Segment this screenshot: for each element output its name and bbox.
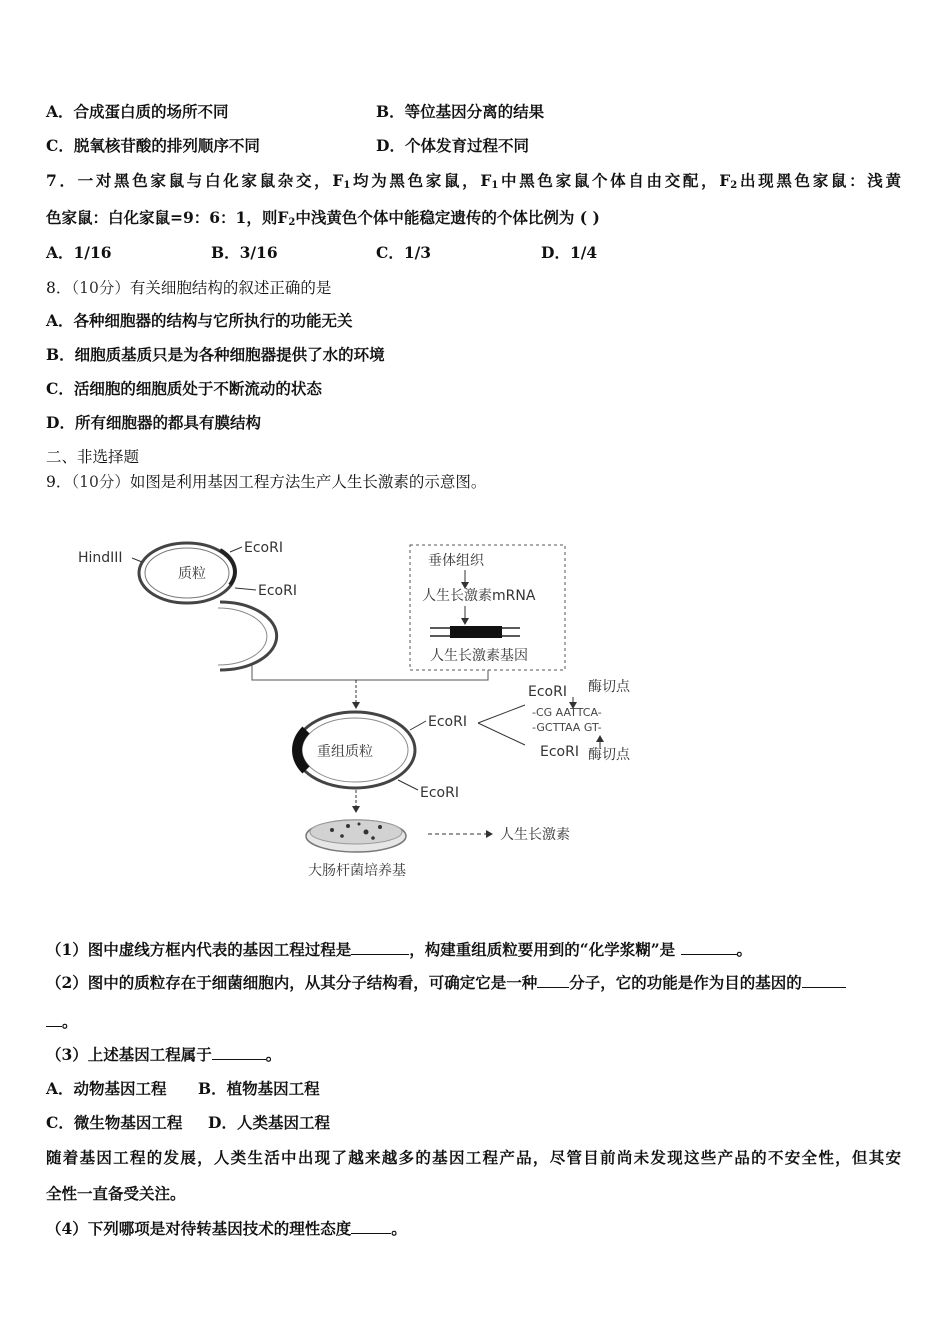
answer-blank[interactable] [212,1045,266,1060]
join-bracket [252,665,488,680]
ecori-right-label: EcoRI [428,714,467,730]
q9-part1: （1）图中虚线方框内代表的基因工程过程是 ，构建重组质粒要用到的“化学浆糊”是 。 [46,940,753,959]
cut-site-bottom-label: 酶切点 [588,747,630,763]
gene-engineering-diagram [70,530,670,890]
q7-option-c: C．1/3 [376,243,432,262]
q9-part3-options-row1 [46,1079,320,1099]
q7-options [46,243,598,263]
answer-blank[interactable] [351,1219,391,1234]
q9-paragraph-line2: 全性一直备受关注。 [46,1184,186,1203]
ecori-top1-pointer [230,547,242,552]
answer-blank[interactable] [681,940,737,955]
q9-stem: 9．（10分）如图是利用基因工程方法生产人生长激素的示意图。 [46,473,487,491]
q9-part3-options-row2 [46,1113,330,1133]
q6-option-c: C．脱氧核苷酸的排列顺序不同 [46,136,260,155]
q8-option-c: C．活细胞的细胞质处于不断流动的状态 [46,379,322,398]
q9-part2-cont: 。 [46,1012,78,1032]
hindiii-label: HindIII [78,550,123,566]
seq-top: -CG AATTCA- [532,706,602,719]
q9-part3-option-d: D．人类基因工程 [208,1113,330,1132]
tissue-label: 垂体组织 [428,553,484,569]
mrna-label: 人生长激素mRNA [422,588,536,604]
q9-part2: （2）图中的质粒存在于细菌细胞内，从其分子结构看，可确定它是一种 分子，它的功能是作为目的基因的 [46,973,846,993]
detail-pointer-bottom [478,723,525,745]
q6-option-a: A．合成蛋白质的场所不同 [46,102,229,121]
q7-option-a: A．1/16 [46,243,112,262]
q6-options-row1 [46,102,545,122]
ecori-top2-label: EcoRI [258,583,297,599]
q7-option-b: B．3/16 [211,243,278,262]
ecori-top2-pointer [235,588,256,590]
q7-option-d: D．1/4 [541,243,598,262]
q7-stem-line1: 7．一对黑色家鼠与白化家鼠杂交，$F_1$均为黑色家鼠，$F_1$中黑色家鼠个体自由交配，$F_2$出现黑色家鼠：浅黄 [46,171,901,191]
section-heading: 二、非选择题 [46,448,140,466]
ecori-top1-label: EcoRI [244,540,283,556]
hindiii-pointer [132,558,142,562]
q9-paragraph-line1: 随着基因工程的发展，人类生活中出现了越来越多的基因工程产品，尽管目前尚未发现这些产品的不安全性，但其安 [46,1148,901,1167]
answer-blank[interactable] [46,1012,62,1027]
q9-part3-option-c: C．微生物基因工程 [46,1113,183,1132]
recombinant-label: 重组质粒 [317,744,373,760]
ecori-right-pointer [410,721,426,730]
plasmid-label: 质粒 [178,566,206,582]
q6-option-b: B．等位基因分离的结果 [376,102,545,121]
gene-bars [430,626,520,638]
q9-part3: （3）上述基因工程属于 。 [46,1045,282,1064]
q6-option-d: D．个体发育过程不同 [376,136,529,155]
q8-option-b: B．细胞质基质只是为各种细胞器提供了水的环境 [46,345,385,364]
detail-pointer-top [478,705,525,723]
cut-site-top-label: 酶切点 [588,679,630,695]
cut-plasmid-arc [220,602,277,670]
q8-stem: 8．（10分）有关细胞结构的叙述正确的是 [46,279,332,297]
answer-blank[interactable] [537,973,569,988]
q8-option-d: D．所有细胞器的都具有膜结构 [46,413,261,432]
petri-dish [306,820,406,852]
seq-bottom: -GCTTAA GT- [532,721,602,734]
q8-option-a: A．各种细胞器的结构与它所执行的功能无关 [46,311,353,330]
answer-blank[interactable] [802,973,846,988]
medium-label: 大肠杆菌培养基 [308,863,406,879]
q9-part3-option-a: A．动物基因工程 [46,1079,167,1098]
ecori-lower-pointer [398,780,418,790]
ecori-lower-label: EcoRI [420,785,459,801]
q6-options-row2 [46,136,529,156]
hgh-label: 人生长激素 [500,827,570,843]
answer-blank[interactable] [351,940,409,955]
q9-part4: （4）下列哪项是对待转基因技术的理性态度 。 [46,1219,407,1238]
gene-label: 人生长激素基因 [430,648,528,664]
q7-stem-line2: 色家鼠：白化家鼠=9：6：1，则$F_2$中浅黄色个体中能稳定遗传的个体比例为 ( ) [46,208,600,228]
ecori-site-label: EcoRI [528,684,567,700]
q9-part3-option-b: B．植物基因工程 [198,1079,320,1098]
ecori-bottom-site-label: EcoRI [540,744,579,760]
cut-plasmid-inner-arc [218,608,267,665]
